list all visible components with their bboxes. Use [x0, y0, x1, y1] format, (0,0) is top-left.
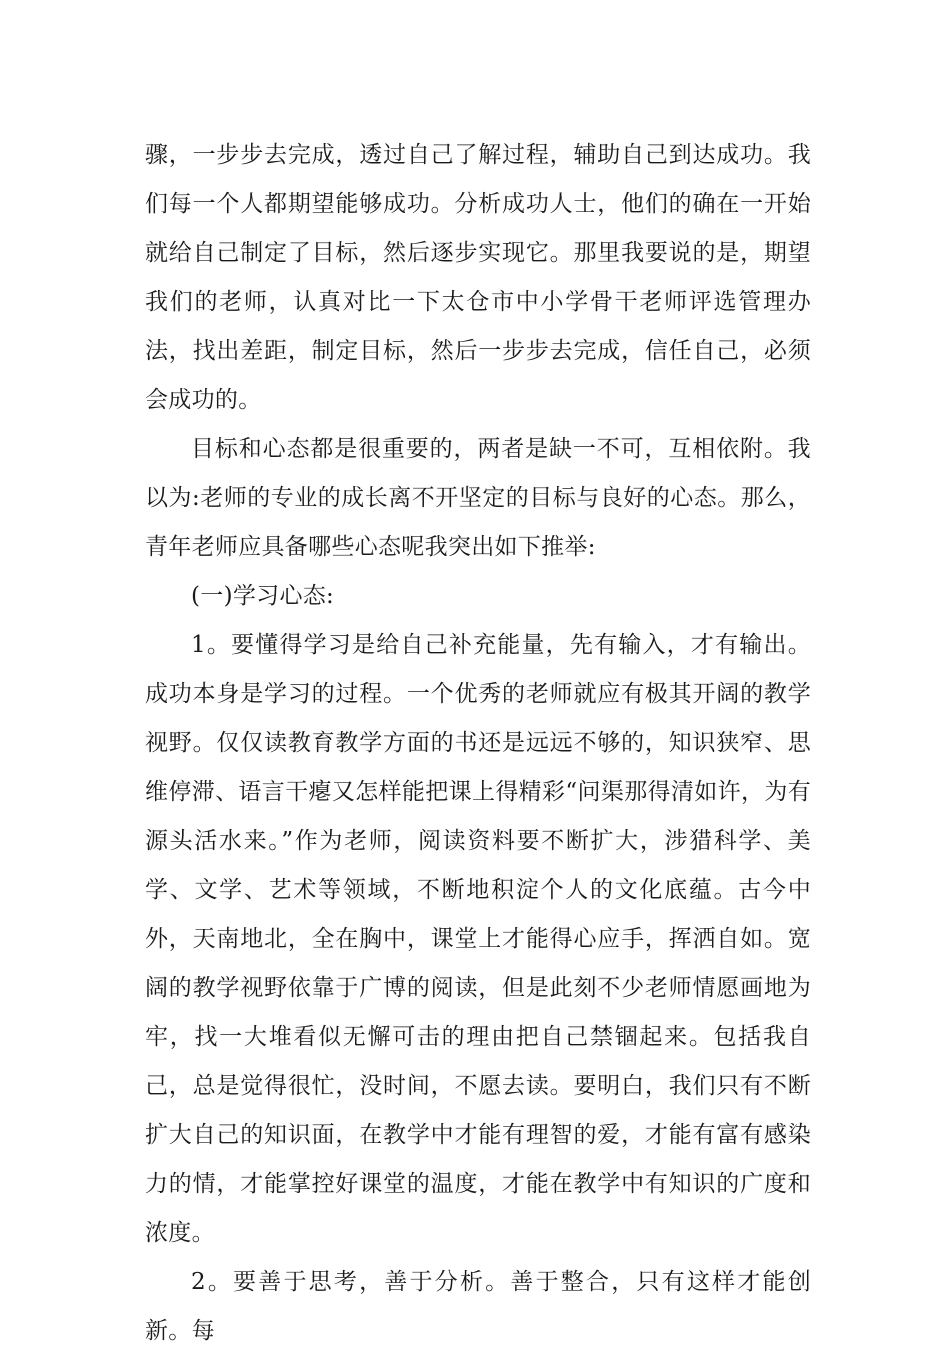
paragraph-goals-and-mindset: 目标和心态都是很重要的，两者是缺一不可，互相依附。我以为:老师的专业的成长离不开坚定的目标与良好的心态。那么，青年老师应具备哪些心态呢我突出如下推举:: [145, 436, 811, 560]
paragraph-continuation: 骤，一步步去完成，透过自己了解过程，辅助自己到达成功。我们每一个人都期望能够成功。分析成功人士，他们的确在一开始就给自己制定了目标，然后逐步实现它。那里我要说的是，期望我们的老师，认真对比一下太仓市中小学骨干老师评选管理办法，找出差距，制定目标，然后一步步去完成，信任自己，必须会成功的。: [145, 142, 811, 413]
section-heading-learning-mindset: (一)学习心态:: [191, 583, 335, 609]
document-body: [145, 131, 811, 1356]
paragraph-point-2: 2。要善于思考，善于分析。善于整合，只有这样才能创新。每: [145, 1269, 811, 1344]
paragraph-point-1: 1。要懂得学习是给自己补充能量，先有输入，才有输出。成功本身是学习的过程。一个优秀的老师就应有极其开阔的教学视野。仅仅读教育教学方面的书还是远远不够的，知识狭窄、思维停滞、语言干瘪又怎样能把课上得精彩“问渠那得清如许，为有源头活水来。”作为老师，阅读资料要不断扩大，涉猎科学、美学、文学、艺术等领域，不断地积淀个人的文化底蕴。古今中外，天南地北，全在胸中，课堂上才能得心应手，挥洒自如。宽阔的教学视野依靠于广博的阅读，但是此刻不少老师情愿画地为牢，找一大堆看似无懈可击的理由把自己禁锢起来。包括我自己，总是觉得很忙，没时间，不愿去读。要明白，我们只有不断扩大自己的知识面，在教学中才能有理智的爱，才能有富有感染力的情，才能掌控好课堂的温度，才能在教学中有知识的广度和浓度。: [145, 632, 811, 1246]
